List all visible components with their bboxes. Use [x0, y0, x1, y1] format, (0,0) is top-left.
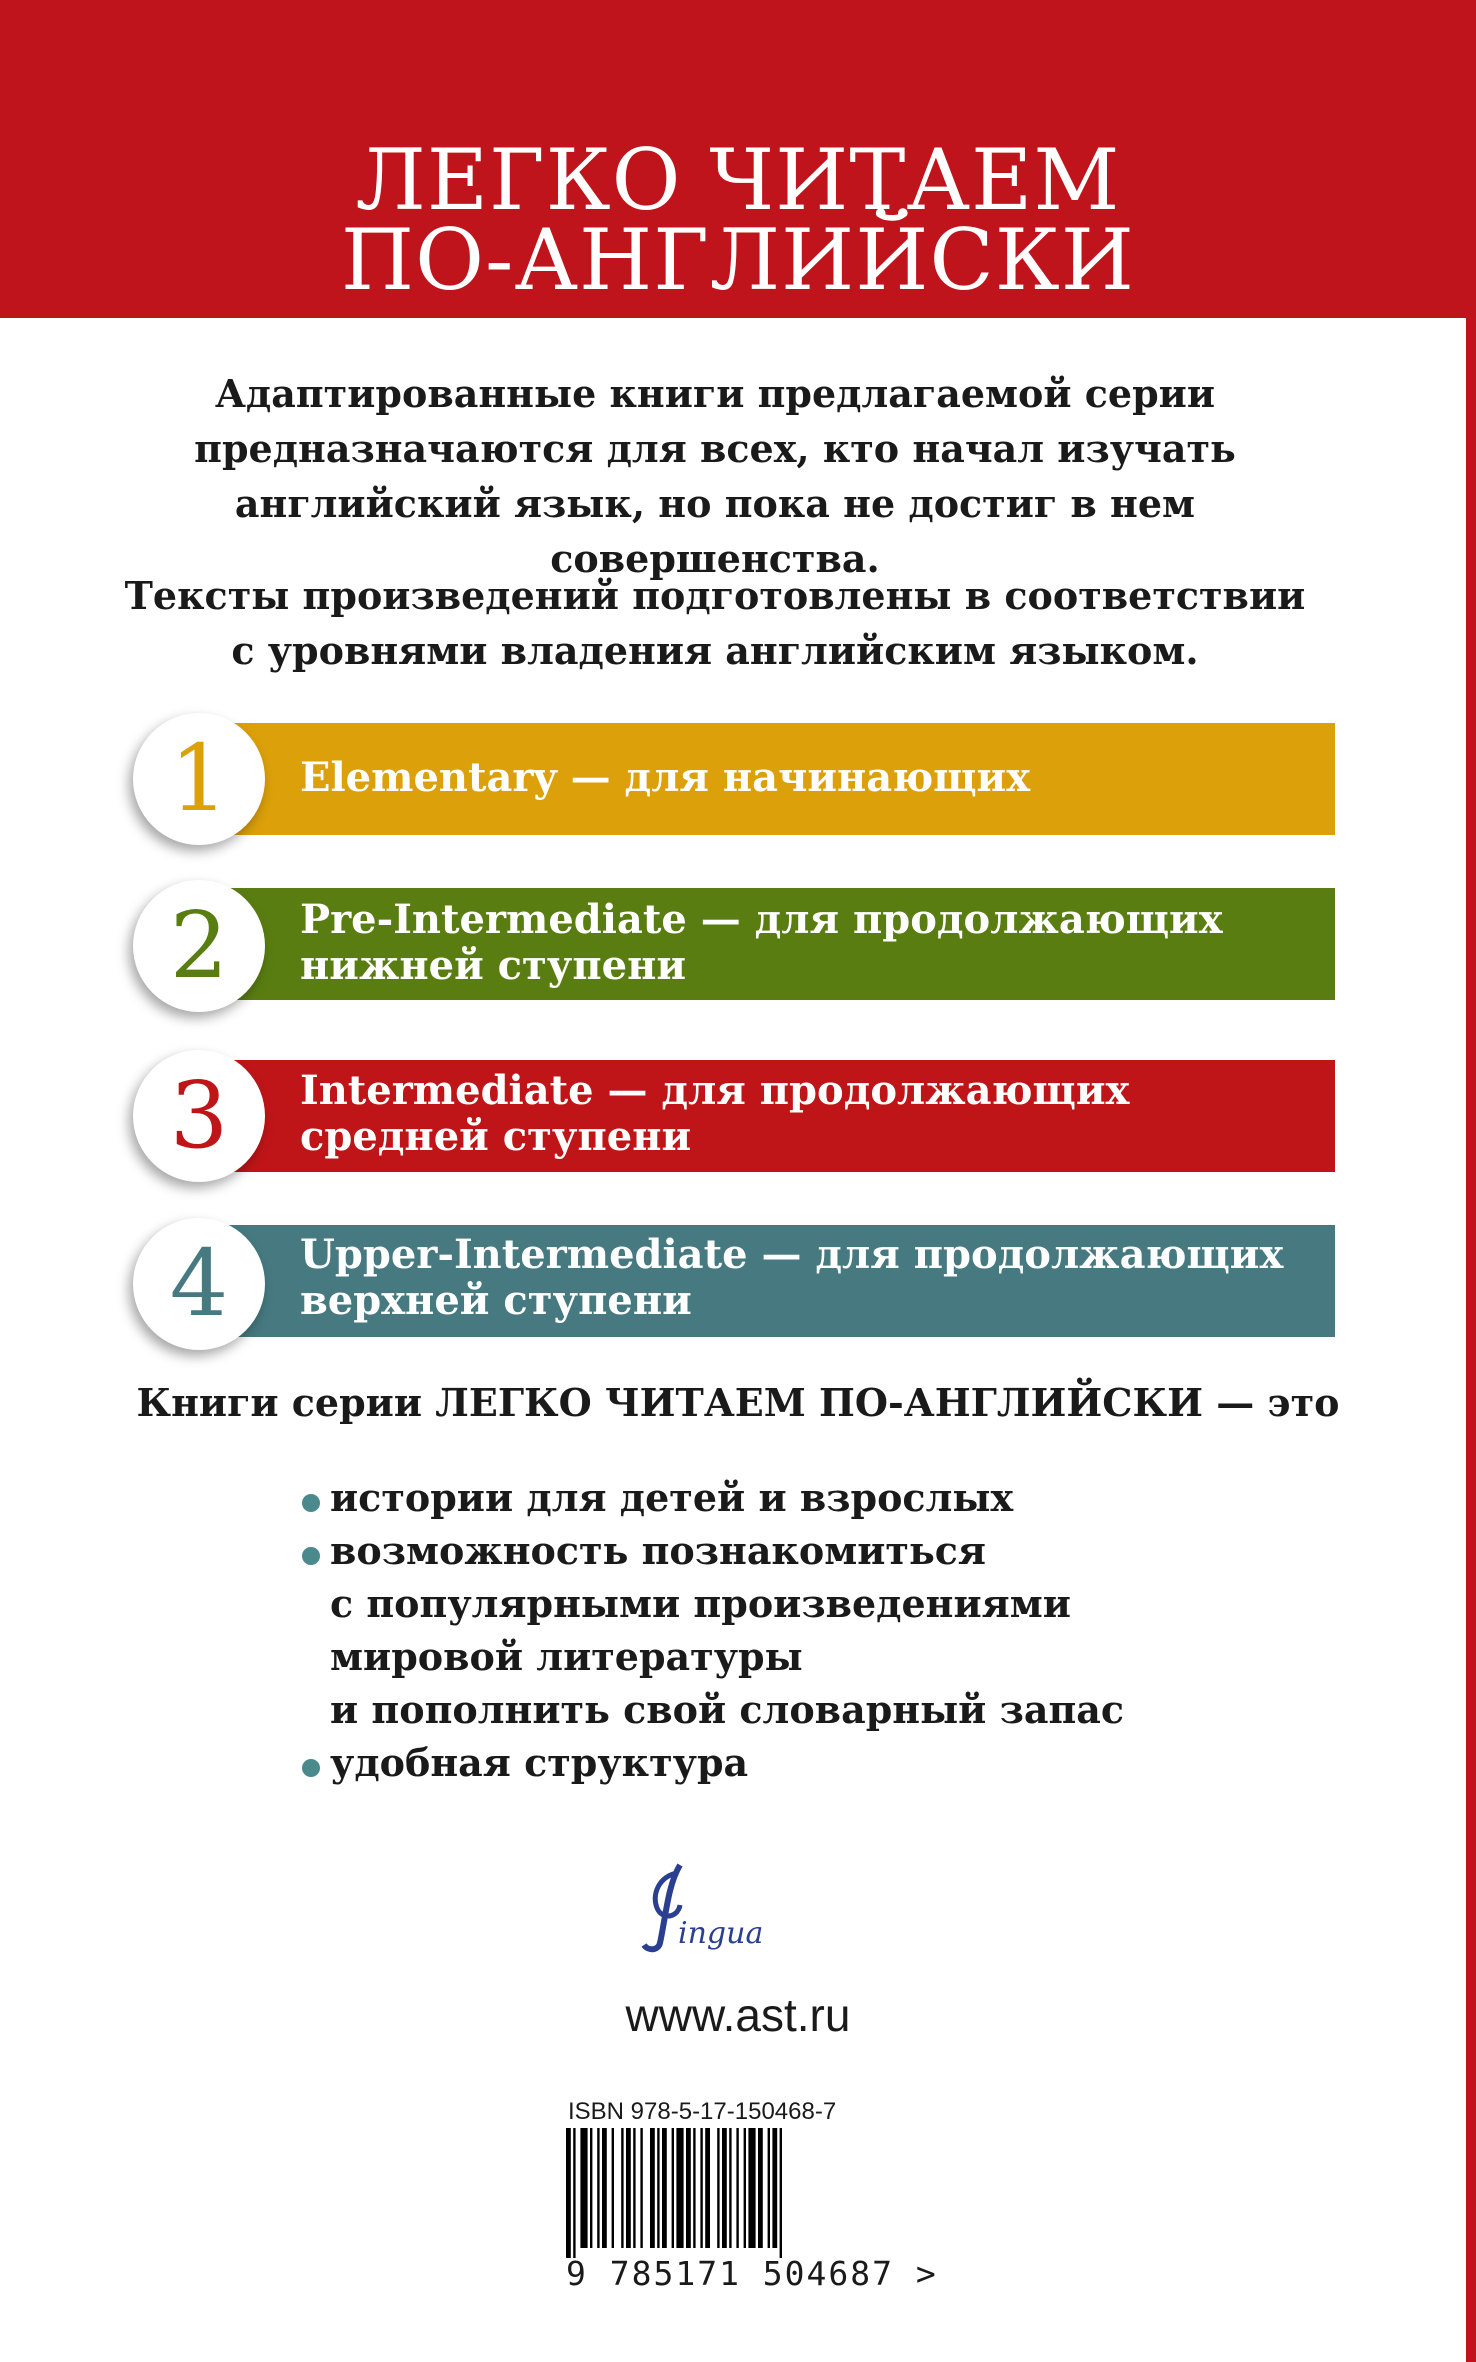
series-title-line1: ЛЕГКО ЧИТАЕМ: [355, 131, 1121, 229]
svg-text:ingua: ingua: [678, 1916, 764, 1951]
barcode: [566, 2128, 866, 2258]
barcode-bar: [780, 2128, 782, 2258]
barcode-bar: [566, 2128, 571, 2258]
bullet-continuation: с популярными произведениями: [330, 1581, 1071, 1626]
barcode-bar: [573, 2128, 575, 2258]
bullet-continuation: мировой литературы: [330, 1634, 803, 1679]
barcode-bar: [736, 2128, 738, 2248]
barcode-bar: [602, 2128, 607, 2248]
header-banner: [0, 0, 1476, 318]
intro-line: английский язык, но пока не достиг в нем: [234, 481, 1196, 526]
intro-line: с уровнями владения английским языком.: [231, 628, 1199, 673]
bullet-dot: [302, 1759, 320, 1777]
bullet-item: возможность познакомиться: [330, 1528, 986, 1573]
barcode-bar: [768, 2128, 770, 2248]
barcode-bar: [676, 2128, 683, 2248]
level-3-badge: 3: [133, 1050, 265, 1182]
publisher-url: www.ast.ru: [625, 1989, 851, 2041]
barcode-bar: [650, 2128, 655, 2248]
level-4-sublabel: верхней ступени: [300, 1277, 692, 1324]
barcode-bar: [705, 2128, 710, 2248]
bullet-dot: [302, 1494, 320, 1512]
isbn-label: ISBN 978-5-17-150468-7: [568, 2098, 837, 2125]
barcode-bar: [657, 2128, 659, 2248]
barcode-bar: [672, 2128, 674, 2248]
bullet-item: удобная структура: [330, 1740, 749, 1785]
level-3-sublabel: средней ступени: [300, 1113, 692, 1160]
barcode-bar: [612, 2128, 614, 2248]
barcode-bar: [722, 2128, 727, 2248]
barcode-bar: [748, 2128, 755, 2248]
barcode-bar: [580, 2128, 587, 2248]
barcode-bar: [597, 2128, 599, 2248]
lingua-logo: [620, 1855, 800, 1965]
level-4-label: Upper-Intermediate — для продолжающих: [300, 1231, 1284, 1278]
barcode-digits: 9 785171 504687 >: [566, 2254, 938, 2293]
barcode-bar: [729, 2128, 731, 2248]
intro-line: предназначаются для всех, кто начал изучать: [194, 426, 1236, 471]
intro-line: совершенства.: [550, 536, 880, 581]
barcode-bar: [686, 2128, 691, 2248]
level-2-badge: 2: [133, 880, 265, 1012]
bullet-dot: [302, 1547, 320, 1565]
barcode-bar: [662, 2128, 667, 2248]
level-1-label: Elementary — для начинающих: [300, 754, 1031, 801]
barcode-bar: [717, 2128, 719, 2248]
intro-line: Тексты произведений подготовлены в соответствии: [124, 573, 1306, 618]
barcode-bar: [621, 2128, 623, 2248]
level-3-label: Intermediate — для продолжающих: [300, 1067, 1130, 1114]
level-2-label: Pre-Intermediate — для продолжающих: [300, 896, 1223, 943]
barcode-bar: [626, 2128, 631, 2248]
barcode-bar: [693, 2128, 695, 2248]
level-1-badge: 1: [133, 713, 265, 845]
barcode-bar: [772, 2128, 777, 2248]
series-heading: Книги серии ЛЕГКО ЧИТАЕМ ПО-АНГЛИЙСКИ — это: [136, 1380, 1340, 1425]
barcode-bar: [758, 2128, 763, 2248]
barcode-bar: [700, 2128, 702, 2248]
bullet-item: истории для детей и взрослых: [330, 1475, 1014, 1520]
barcode-bar: [640, 2128, 642, 2248]
series-title-line2: ПО-АНГЛИЙСКИ: [340, 211, 1136, 309]
intro-line: Адаптированные книги предлагаемой серии: [214, 371, 1216, 416]
barcode-bar: [590, 2128, 592, 2248]
level-4-badge: 4: [133, 1218, 265, 1350]
barcode-bar: [633, 2128, 635, 2248]
bullet-continuation: и пополнить свой словарный запас: [330, 1687, 1125, 1732]
barcode-bar: [744, 2128, 746, 2248]
level-2-sublabel: нижней ступени: [300, 942, 687, 989]
